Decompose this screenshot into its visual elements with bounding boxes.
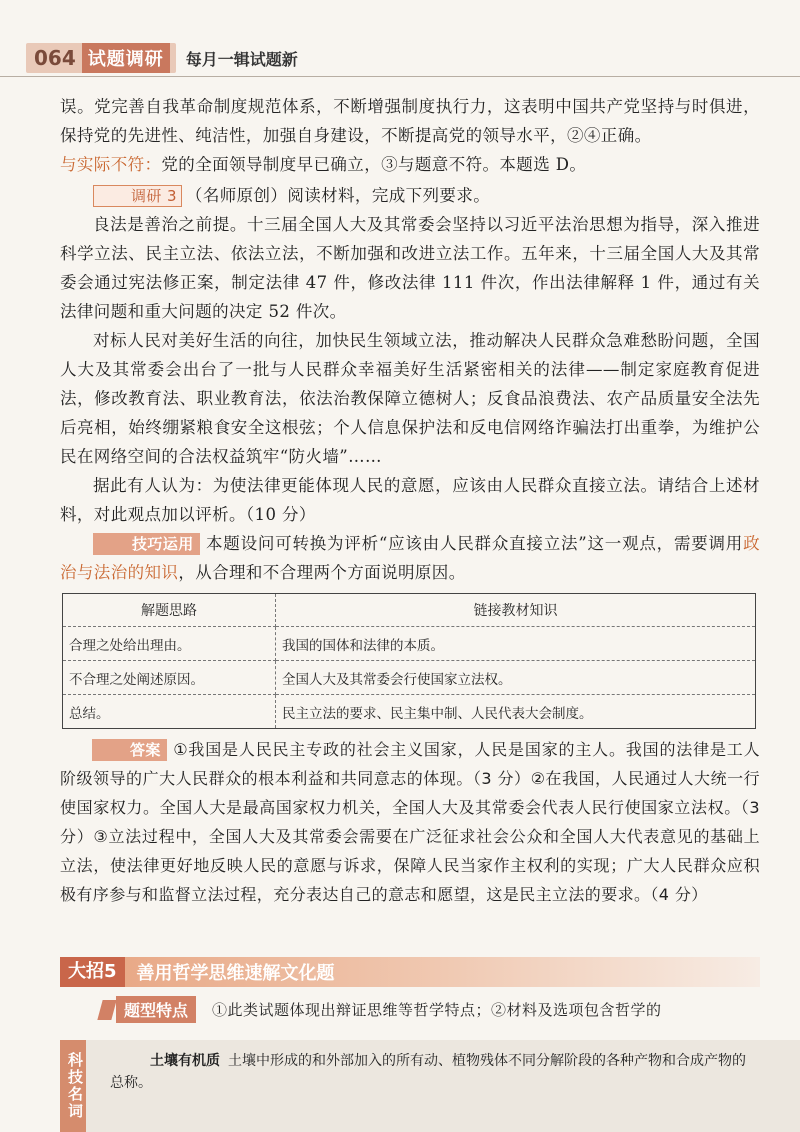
table-cell: 合理之处给出理由。	[63, 627, 276, 661]
pencil-icon	[97, 1000, 116, 1020]
table-cell: 总结。	[63, 695, 276, 729]
question-tag: 调研 3	[93, 185, 182, 207]
column-name: 试题调研	[82, 43, 170, 73]
header-subtitle: 每月一辑试题新	[185, 49, 298, 69]
mismatch-label: 与实际不符：	[60, 155, 162, 174]
answer-text: ①我国是人民民主专政的社会主义国家，人民是国家的主人。我国的法律是工人阶级领导的广大人民群众的根本利益和共同意志的体现。（3 分）②在我国，人民通过人大统一行使国家权力。全国人大是最高国家权力机关，全国人大及其常委会代表人民行使国家立法权。（3 分）③立法过程中，全国人大及其常委会需要在广泛征求社会公众和全国人大代表意见的基础上立法，使法律更好地反映人民的意愿与诉求，保障人民当家作主权利的实现；广大人民群众应积极有序参与和监督立法过程，充分表达自己的意志和愿望，这是民主立法的要求。（4 分）	[60, 740, 760, 904]
question-line	[60, 181, 760, 210]
table-cell: 不合理之处阐述原因。	[63, 661, 276, 695]
question-text: （名师原创）阅读材料，完成下列要求。	[185, 186, 491, 205]
table-header-cell: 链接教材知识	[276, 594, 756, 627]
table-row	[63, 661, 756, 695]
feature-tag: 题型特点	[116, 996, 196, 1023]
section-number: 大招5	[60, 957, 125, 987]
skill-text-before: 本题设问可转换为评析“应该由人民群众直接立法”这一观点，需要调用	[205, 534, 744, 553]
answer-tag: 答案	[92, 739, 167, 761]
table-cell: 我国的国体和法律的本质。	[276, 627, 756, 661]
section-title: 善用哲学思维速解文化题	[136, 963, 335, 984]
table-header-cell: 解题思路	[63, 594, 276, 627]
skill-paragraph	[60, 529, 760, 587]
page-number: 064	[34, 46, 76, 70]
material-paragraph-1: 良法是善治之前提。十三届全国人大及其常委会坚持以习近平法治思想为指导，深入推进科学立法、民主立法、依法立法，不断加强和改进立法工作。五年来，十三届全国人大及其常委会通过宪法修正案，制定法律 47 件，修改法律 111 件次，作出法律解释 1 件，通过有关法律问题和重大问题的决定 52 件次。	[60, 215, 760, 321]
material-paragraph-2: 对标人民对美好生活的向往，加快民生领域立法，推动解决人民群众急难愁盼问题，全国人大及其常委会出台了一批与人民群众幸福美好生活紧密相关的法律——制定家庭教育促进法，修改教育法、职业教育法，依法治教保障立德树人；反食品浪费法、农产品质量安全法先后亮相，始终绷紧粮食安全这根弦；个人信息保护法和反电信网络诈骗法打出重拳，为维护公民在网络空间的合法权益筑牢“防火墙”……	[60, 331, 760, 466]
term-definition-block	[110, 1050, 750, 1094]
table-header-row	[63, 594, 756, 627]
term-side-label: 科技名词	[60, 1040, 86, 1132]
table-row	[63, 627, 756, 661]
answer-paragraph	[60, 735, 760, 909]
section-banner	[60, 957, 760, 987]
feature-text: ①此类试题体现出辩证思维等哲学特点；②材料及选项包含哲学的	[212, 1001, 662, 1019]
main-content	[60, 92, 760, 909]
paragraph-mismatch	[60, 150, 760, 179]
skill-highlight: 政治与法治的知识	[60, 534, 760, 582]
table-row	[63, 695, 756, 729]
paragraph-analysis: 误。党完善自我革命制度规范体系，不断增强制度执行力，这表明中国共产党坚持与时俱进，保持党的先进性、纯洁性，加强自身建设，不断提高党的领导水平，②④正确。	[60, 97, 760, 145]
feature-line	[100, 996, 760, 1023]
page-badge	[26, 43, 176, 73]
table-cell: 全国人大及其常委会行使国家立法权。	[276, 661, 756, 695]
skill-text-after: ，从合理和不合理两个方面说明原因。	[178, 563, 466, 582]
requirement-paragraph: 据此有人认为：为使法律更能体现人民的意愿，应该由人民群众直接立法。请结合上述材料，对此观点加以评析。（10 分）	[60, 476, 760, 524]
term-definition: 土壤中形成的和外部加入的所有动、植物残体不同分解阶段的各种产物和合成产物的总称。	[110, 1053, 746, 1091]
knowledge-table	[62, 593, 756, 729]
skill-tag: 技巧运用	[93, 533, 200, 555]
term-name: 土壤有机质	[150, 1053, 220, 1069]
table-cell: 民主立法的要求、民主集中制、人民代表大会制度。	[276, 695, 756, 729]
mismatch-text: 党的全面领导制度早已确立，③与题意不符。本题选 D。	[161, 155, 587, 174]
page-header	[0, 40, 800, 77]
